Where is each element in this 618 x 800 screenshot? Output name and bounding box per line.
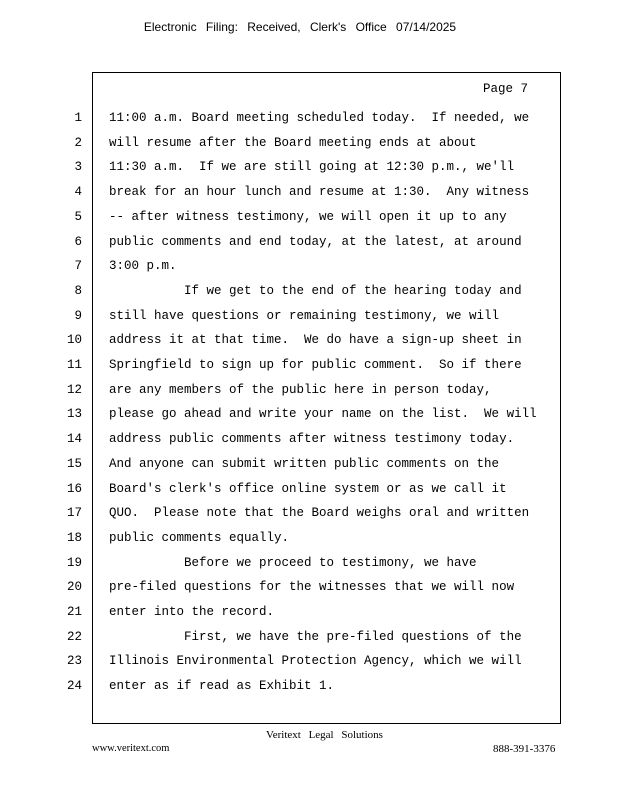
- line-number: 23: [66, 654, 82, 669]
- line-number: 7: [74, 259, 82, 274]
- transcript-line: 3:00 p.m.: [109, 259, 177, 274]
- transcript-line: are any members of the public here in person today,: [109, 382, 492, 397]
- line-number: 6: [74, 234, 82, 249]
- line-number: 16: [66, 481, 82, 496]
- transcript-line: break for an hour lunch and resume at 1:30. Any witness: [109, 185, 530, 200]
- transcript-line: address it at that time. We do have a sign-up sheet in: [109, 333, 522, 348]
- line-number: 18: [66, 530, 82, 545]
- line-number: 5: [74, 209, 82, 224]
- transcript-line: 11:00 a.m. Board meeting scheduled today. If needed, we: [109, 111, 530, 125]
- line-number: 24: [66, 679, 82, 694]
- transcript-line: pre-filed questions for the witnesses that we will now: [109, 580, 515, 595]
- line-number: 13: [66, 407, 82, 422]
- filing-header: Electronic Filing: Received, Clerk's Office 07/14/2025: [143, 20, 457, 34]
- line-number: 20: [66, 580, 82, 595]
- footer-phone: 888-391-3376: [493, 743, 556, 755]
- footer-website: www.veritext.com: [92, 743, 170, 754]
- line-number: 21: [66, 605, 82, 619]
- line-number: 22: [66, 629, 82, 644]
- transcript-line: Illinois Environmental Protection Agency, which we will: [109, 654, 522, 669]
- transcript-line: address public comments after witness testimony today.: [109, 432, 515, 447]
- transcript-line: QUO. Please note that the Board weighs oral and written: [109, 506, 530, 521]
- transcript-line: First, we have the pre-filed questions of the: [109, 629, 522, 644]
- transcript-line: enter as if read as Exhibit 1.: [109, 679, 335, 694]
- transcript-line: public comments equally.: [109, 530, 290, 545]
- transcript-line: 11:30 a.m. If we are still going at 12:30 p.m., we'll: [109, 160, 515, 175]
- transcript-line: And anyone can submit written public comments on the: [109, 456, 500, 471]
- line-number: 12: [66, 382, 82, 397]
- line-number: 8: [74, 283, 82, 298]
- transcript-line: Before we proceed to testimony, we have: [109, 555, 477, 570]
- line-number: 17: [66, 506, 82, 521]
- transcript-line: -- after witness testimony, we will open it up to any: [109, 209, 507, 224]
- line-number: 4: [74, 185, 82, 200]
- line-number: 9: [74, 308, 82, 323]
- transcript-line: will resume after the Board meeting ends at about: [109, 135, 477, 150]
- line-number: 11: [66, 358, 82, 372]
- footer-company: Veritext Legal Solutions: [266, 729, 383, 741]
- line-number: 3: [74, 160, 82, 175]
- line-number: 10: [66, 333, 82, 348]
- transcript-line: please go ahead and write your name on the list. We will: [109, 407, 537, 422]
- transcript-line: still have questions or remaining testimony, we will: [109, 308, 500, 323]
- transcript-line: If we get to the end of the hearing today and: [109, 283, 522, 298]
- transcript-line: public comments and end today, at the latest, at around: [109, 234, 522, 249]
- transcript-line: Board's clerk's office online system or as we call it: [109, 481, 507, 496]
- line-number: 2: [74, 135, 82, 150]
- line-number: 19: [66, 555, 82, 570]
- page-number: Page 7: [483, 82, 529, 96]
- line-number: 15: [66, 456, 82, 471]
- line-number: 1: [74, 111, 82, 125]
- line-number: 14: [66, 432, 82, 447]
- transcript-line: Springfield to sign up for public comment. So if there: [109, 358, 522, 372]
- transcript-line: enter into the record.: [109, 605, 275, 619]
